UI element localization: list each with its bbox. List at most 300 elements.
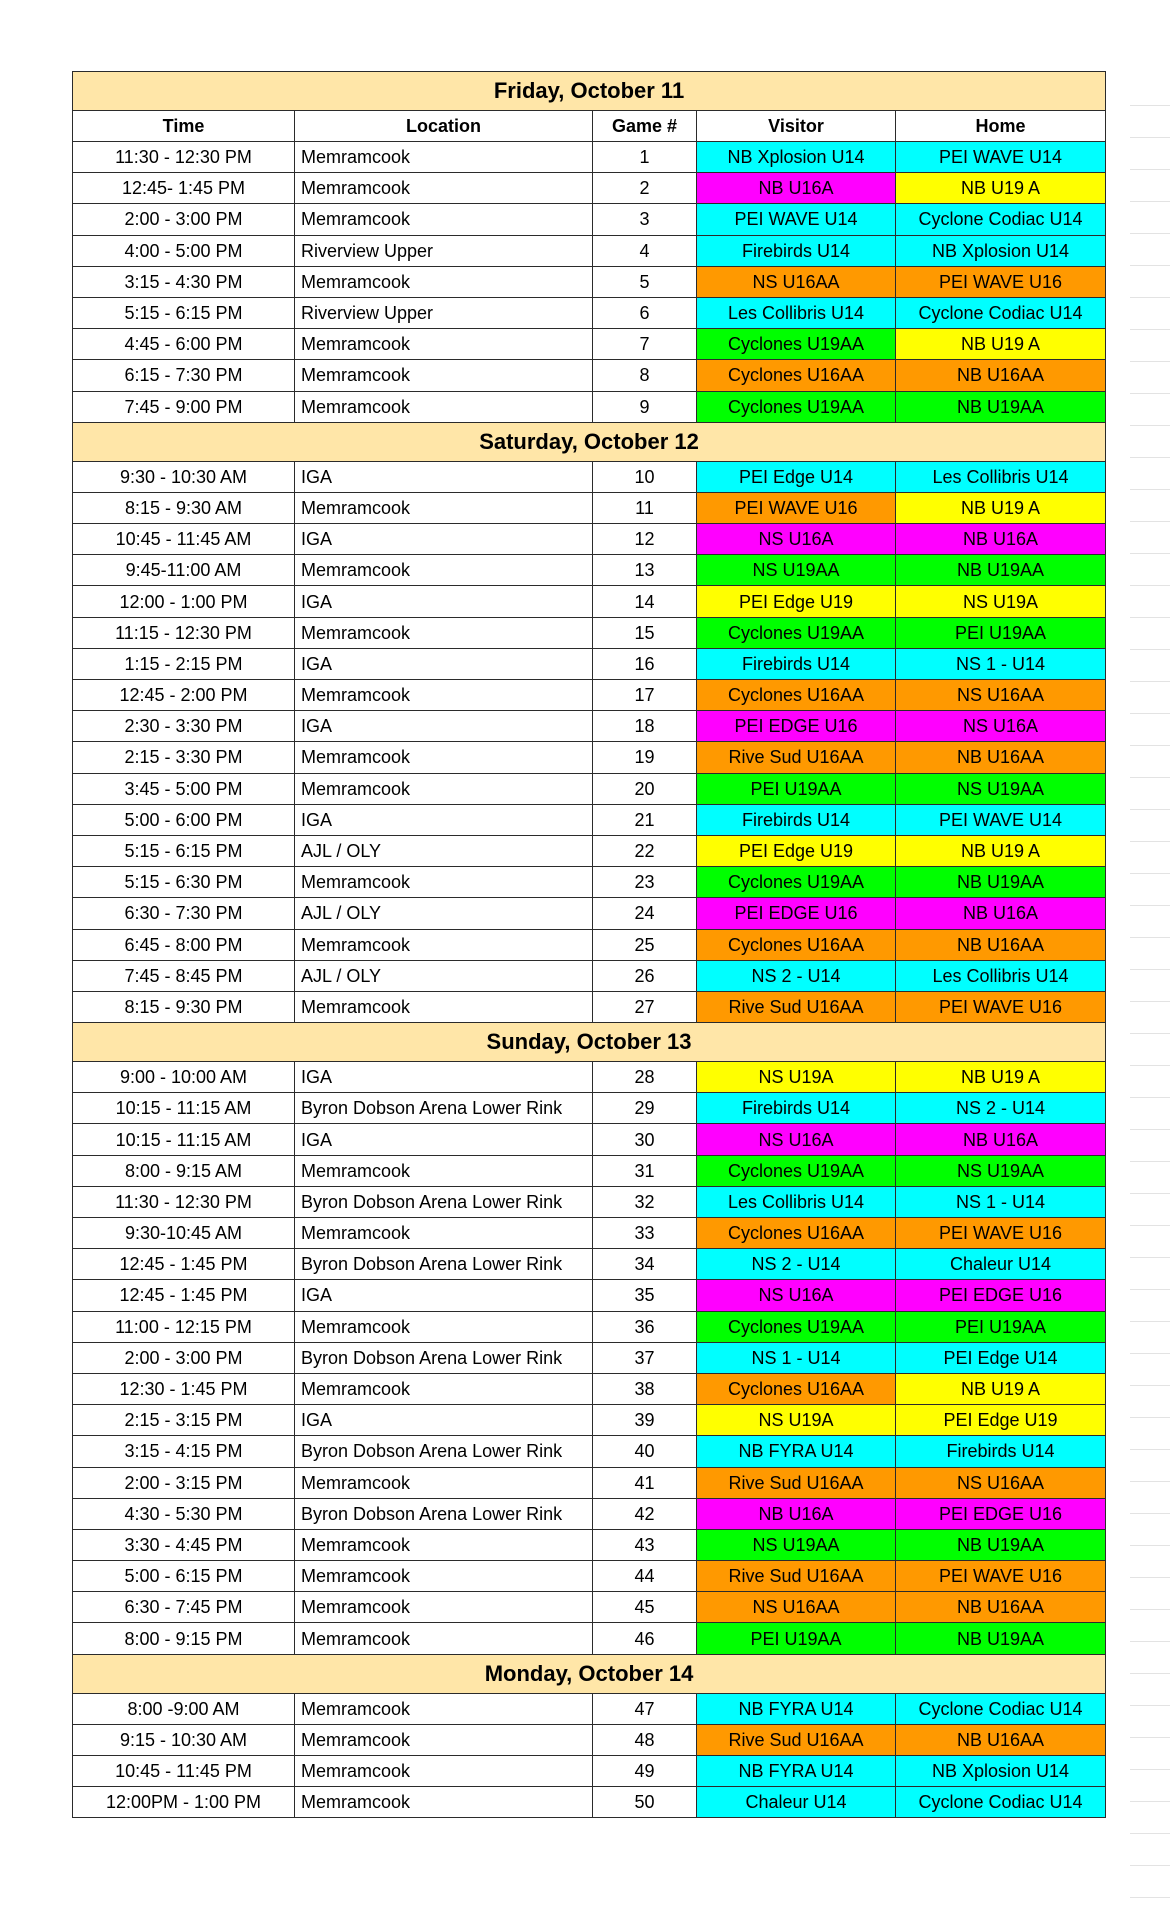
game-number: 46: [593, 1623, 697, 1654]
visitor-team: Rive Sud U16AA: [697, 1724, 896, 1755]
visitor-team: Firebirds U14: [697, 804, 896, 835]
game-row: [73, 555, 1106, 586]
game-row: [73, 297, 1106, 328]
game-time: 1:15 - 2:15 PM: [73, 648, 295, 679]
game-time: 3:15 - 4:15 PM: [73, 1436, 295, 1467]
home-team: PEI WAVE U14: [896, 142, 1106, 173]
column-header-row: [73, 111, 1106, 142]
game-row: [73, 960, 1106, 991]
game-time: 5:00 - 6:00 PM: [73, 804, 295, 835]
game-time: 12:45- 1:45 PM: [73, 173, 295, 204]
game-time: 12:00 - 1:00 PM: [73, 586, 295, 617]
game-location: Memramcook: [295, 1724, 593, 1755]
game-number: 47: [593, 1693, 697, 1724]
gridline: [1130, 1673, 1170, 1674]
game-location: Memramcook: [295, 1561, 593, 1592]
visitor-team: Les Collibris U14: [697, 1186, 896, 1217]
game-time: 2:15 - 3:15 PM: [73, 1405, 295, 1436]
gridline: [1130, 425, 1170, 426]
day-header-row: [73, 422, 1106, 461]
visitor-team: NB Xplosion U14: [697, 142, 896, 173]
game-location: Byron Dobson Arena Lower Rink: [295, 1436, 593, 1467]
visitor-team: NB FYRA U14: [697, 1693, 896, 1724]
game-location: Memramcook: [295, 1693, 593, 1724]
game-location: Memramcook: [295, 555, 593, 586]
game-location: Memramcook: [295, 1756, 593, 1787]
game-location: Memramcook: [295, 1529, 593, 1560]
game-time: 2:15 - 3:30 PM: [73, 742, 295, 773]
game-time: 9:00 - 10:00 AM: [73, 1062, 295, 1093]
day-header: Monday, October 14: [73, 1654, 1106, 1693]
game-time: 11:30 - 12:30 PM: [73, 1186, 295, 1217]
game-number: 33: [593, 1218, 697, 1249]
game-row: [73, 1186, 1106, 1217]
gridline: [1130, 233, 1170, 234]
home-team: Firebirds U14: [896, 1436, 1106, 1467]
game-number: 35: [593, 1280, 697, 1311]
game-row: [73, 360, 1106, 391]
game-row: [73, 1062, 1106, 1093]
game-row: [73, 1724, 1106, 1755]
gridline: [1130, 521, 1170, 522]
game-number: 19: [593, 742, 697, 773]
game-number: 28: [593, 1062, 697, 1093]
gridline: [1130, 1161, 1170, 1162]
game-row: [73, 1756, 1106, 1787]
visitor-team: PEI U19AA: [697, 773, 896, 804]
home-team: NS U19AA: [896, 1155, 1106, 1186]
game-location: Riverview Upper: [295, 235, 593, 266]
game-number: 12: [593, 524, 697, 555]
day-header-row: [73, 72, 1106, 111]
gridline: [1130, 457, 1170, 458]
game-time: 6:15 - 7:30 PM: [73, 360, 295, 391]
home-team: NB U19AA: [896, 1529, 1106, 1560]
home-team: NB U16A: [896, 898, 1106, 929]
game-number: 15: [593, 617, 697, 648]
game-row: [73, 1529, 1106, 1560]
game-row: [73, 1561, 1106, 1592]
game-row: [73, 1623, 1106, 1654]
column-header-time: Time: [73, 111, 295, 142]
game-time: 9:30-10:45 AM: [73, 1218, 295, 1249]
game-row: [73, 1124, 1106, 1155]
visitor-team: NS 1 - U14: [697, 1342, 896, 1373]
game-row: [73, 1218, 1106, 1249]
visitor-team: Rive Sud U16AA: [697, 991, 896, 1022]
column-header-location: Location: [295, 111, 593, 142]
day-header: Sunday, October 13: [73, 1023, 1106, 1062]
gridline: [1130, 1641, 1170, 1642]
game-row: [73, 773, 1106, 804]
game-location: Memramcook: [295, 204, 593, 235]
gridline: [1130, 1289, 1170, 1290]
spreadsheet-edge: [1130, 0, 1170, 1927]
day-header-row: [73, 1654, 1106, 1693]
home-team: PEI WAVE U16: [896, 1218, 1106, 1249]
gridline: [1130, 1257, 1170, 1258]
game-row: [73, 804, 1106, 835]
game-time: 11:15 - 12:30 PM: [73, 617, 295, 648]
game-row: [73, 524, 1106, 555]
visitor-team: NS 2 - U14: [697, 1249, 896, 1280]
visitor-team: Cyclones U19AA: [697, 1311, 896, 1342]
visitor-team: Cyclones U16AA: [697, 1373, 896, 1404]
visitor-team: NS U19A: [697, 1405, 896, 1436]
home-team: NB U19 A: [896, 492, 1106, 523]
game-time: 12:30 - 1:45 PM: [73, 1373, 295, 1404]
gridline: [1130, 809, 1170, 810]
game-number: 20: [593, 773, 697, 804]
game-number: 3: [593, 204, 697, 235]
game-number: 40: [593, 1436, 697, 1467]
game-location: Memramcook: [295, 1373, 593, 1404]
visitor-team: Cyclones U16AA: [697, 360, 896, 391]
gridline: [1130, 1513, 1170, 1514]
gridline: [1130, 1321, 1170, 1322]
game-location: IGA: [295, 586, 593, 617]
game-row: [73, 1498, 1106, 1529]
home-team: NS U19A: [896, 586, 1106, 617]
game-row: [73, 1693, 1106, 1724]
game-number: 2: [593, 173, 697, 204]
game-row: [73, 1093, 1106, 1124]
game-row: [73, 1405, 1106, 1436]
game-time: 5:15 - 6:15 PM: [73, 297, 295, 328]
game-location: Memramcook: [295, 1623, 593, 1654]
game-number: 1: [593, 142, 697, 173]
game-number: 39: [593, 1405, 697, 1436]
game-number: 42: [593, 1498, 697, 1529]
visitor-team: Cyclones U19AA: [697, 867, 896, 898]
visitor-team: NB U16A: [697, 173, 896, 204]
visitor-team: Chaleur U14: [697, 1787, 896, 1818]
game-location: Memramcook: [295, 360, 593, 391]
game-location: IGA: [295, 524, 593, 555]
game-time: 8:15 - 9:30 PM: [73, 991, 295, 1022]
game-time: 2:00 - 3:00 PM: [73, 1342, 295, 1373]
home-team: Cyclone Codiac U14: [896, 1787, 1106, 1818]
game-location: IGA: [295, 1062, 593, 1093]
home-team: NB Xplosion U14: [896, 235, 1106, 266]
game-row: [73, 1249, 1106, 1280]
game-location: Memramcook: [295, 1218, 593, 1249]
gridline: [1130, 777, 1170, 778]
visitor-team: Cyclones U19AA: [697, 1155, 896, 1186]
game-number: 26: [593, 960, 697, 991]
game-location: Memramcook: [295, 742, 593, 773]
game-number: 11: [593, 492, 697, 523]
home-team: NB U16A: [896, 1124, 1106, 1155]
home-team: NB U16AA: [896, 1592, 1106, 1623]
gridline: [1130, 489, 1170, 490]
game-number: 6: [593, 297, 697, 328]
visitor-team: NS U19A: [697, 1062, 896, 1093]
visitor-team: PEI Edge U19: [697, 835, 896, 866]
visitor-team: NS U16A: [697, 524, 896, 555]
home-team: NS U16AA: [896, 1467, 1106, 1498]
game-number: 44: [593, 1561, 697, 1592]
game-time: 8:00 -9:00 AM: [73, 1693, 295, 1724]
game-time: 3:45 - 5:00 PM: [73, 773, 295, 804]
game-number: 14: [593, 586, 697, 617]
game-row: [73, 492, 1106, 523]
game-row: [73, 898, 1106, 929]
game-number: 7: [593, 329, 697, 360]
home-team: PEI WAVE U16: [896, 1561, 1106, 1592]
visitor-team: Rive Sud U16AA: [697, 1561, 896, 1592]
game-time: 3:15 - 4:30 PM: [73, 266, 295, 297]
gridline: [1130, 1833, 1170, 1834]
game-time: 12:45 - 1:45 PM: [73, 1280, 295, 1311]
game-location: Riverview Upper: [295, 297, 593, 328]
visitor-team: Cyclones U16AA: [697, 929, 896, 960]
gridline: [1130, 1705, 1170, 1706]
home-team: NB U16A: [896, 524, 1106, 555]
game-location: Memramcook: [295, 1592, 593, 1623]
game-location: Memramcook: [295, 773, 593, 804]
game-number: 22: [593, 835, 697, 866]
game-row: [73, 461, 1106, 492]
column-header-visitor: Visitor: [697, 111, 896, 142]
game-number: 13: [593, 555, 697, 586]
gridline: [1130, 873, 1170, 874]
gridline: [1130, 137, 1170, 138]
home-team: NB Xplosion U14: [896, 1756, 1106, 1787]
day-header: Saturday, October 12: [73, 422, 1106, 461]
home-team: Cyclone Codiac U14: [896, 204, 1106, 235]
game-location: Memramcook: [295, 329, 593, 360]
game-location: AJL / OLY: [295, 960, 593, 991]
home-team: PEI WAVE U16: [896, 266, 1106, 297]
game-row: [73, 617, 1106, 648]
game-number: 34: [593, 1249, 697, 1280]
game-row: [73, 235, 1106, 266]
game-number: 4: [593, 235, 697, 266]
game-number: 27: [593, 991, 697, 1022]
gridline: [1130, 297, 1170, 298]
visitor-team: NS U16A: [697, 1124, 896, 1155]
game-row: [73, 1787, 1106, 1818]
game-time: 10:45 - 11:45 AM: [73, 524, 295, 555]
game-number: 31: [593, 1155, 697, 1186]
game-time: 4:30 - 5:30 PM: [73, 1498, 295, 1529]
game-number: 10: [593, 461, 697, 492]
gridline: [1130, 1449, 1170, 1450]
game-location: Memramcook: [295, 391, 593, 422]
game-number: 30: [593, 1124, 697, 1155]
game-location: IGA: [295, 1280, 593, 1311]
game-time: 3:30 - 4:45 PM: [73, 1529, 295, 1560]
game-location: IGA: [295, 1124, 593, 1155]
home-team: PEI WAVE U16: [896, 991, 1106, 1022]
home-team: NS U16A: [896, 711, 1106, 742]
game-time: 2:00 - 3:15 PM: [73, 1467, 295, 1498]
game-location: Byron Dobson Arena Lower Rink: [295, 1093, 593, 1124]
gridline: [1130, 1737, 1170, 1738]
game-time: 8:00 - 9:15 PM: [73, 1623, 295, 1654]
visitor-team: Les Collibris U14: [697, 297, 896, 328]
game-time: 8:15 - 9:30 AM: [73, 492, 295, 523]
visitor-team: PEI EDGE U16: [697, 898, 896, 929]
game-row: [73, 1467, 1106, 1498]
column-header-game: Game #: [593, 111, 697, 142]
game-location: IGA: [295, 711, 593, 742]
game-location: Memramcook: [295, 266, 593, 297]
game-location: Memramcook: [295, 991, 593, 1022]
game-time: 12:45 - 1:45 PM: [73, 1249, 295, 1280]
gridline: [1130, 1577, 1170, 1578]
gridline: [1130, 713, 1170, 714]
game-number: 37: [593, 1342, 697, 1373]
gridline: [1130, 1129, 1170, 1130]
game-row: [73, 266, 1106, 297]
game-time: 5:15 - 6:30 PM: [73, 867, 295, 898]
game-location: Memramcook: [295, 617, 593, 648]
game-number: 41: [593, 1467, 697, 1498]
gridline: [1130, 1065, 1170, 1066]
gridline: [1130, 1225, 1170, 1226]
visitor-team: Firebirds U14: [697, 1093, 896, 1124]
game-number: 17: [593, 680, 697, 711]
game-number: 16: [593, 648, 697, 679]
home-team: NB U19AA: [896, 1623, 1106, 1654]
home-team: NB U16AA: [896, 929, 1106, 960]
gridline: [1130, 105, 1170, 106]
game-row: [73, 711, 1106, 742]
gridline: [1130, 393, 1170, 394]
game-row: [73, 1155, 1106, 1186]
game-location: AJL / OLY: [295, 835, 593, 866]
gridline: [1130, 1193, 1170, 1194]
game-number: 9: [593, 391, 697, 422]
game-time: 10:45 - 11:45 PM: [73, 1756, 295, 1787]
home-team: Les Collibris U14: [896, 960, 1106, 991]
gridline: [1130, 169, 1170, 170]
gridline: [1130, 905, 1170, 906]
home-team: NB U19 A: [896, 173, 1106, 204]
home-team: NS 2 - U14: [896, 1093, 1106, 1124]
game-row: [73, 680, 1106, 711]
home-team: PEI U19AA: [896, 1311, 1106, 1342]
home-team: NB U19 A: [896, 329, 1106, 360]
game-time: 5:15 - 6:15 PM: [73, 835, 295, 866]
gridline: [1130, 553, 1170, 554]
game-number: 50: [593, 1787, 697, 1818]
game-time: 11:00 - 12:15 PM: [73, 1311, 295, 1342]
gridline: [1130, 265, 1170, 266]
game-row: [73, 1592, 1106, 1623]
visitor-team: NS U19AA: [697, 555, 896, 586]
game-location: Memramcook: [295, 680, 593, 711]
day-header-row: [73, 1023, 1106, 1062]
home-team: NB U16AA: [896, 742, 1106, 773]
home-team: PEI Edge U14: [896, 1342, 1106, 1373]
game-location: IGA: [295, 461, 593, 492]
game-location: Byron Dobson Arena Lower Rink: [295, 1249, 593, 1280]
gridline: [1130, 1865, 1170, 1866]
game-location: Memramcook: [295, 929, 593, 960]
gridline: [1130, 1033, 1170, 1034]
game-location: Memramcook: [295, 1467, 593, 1498]
visitor-team: Cyclones U16AA: [697, 680, 896, 711]
game-location: Byron Dobson Arena Lower Rink: [295, 1498, 593, 1529]
game-time: 11:30 - 12:30 PM: [73, 142, 295, 173]
home-team: NS 1 - U14: [896, 648, 1106, 679]
gridline: [1130, 329, 1170, 330]
game-time: 9:15 - 10:30 AM: [73, 1724, 295, 1755]
home-team: NB U16AA: [896, 1724, 1106, 1755]
game-time: 6:30 - 7:30 PM: [73, 898, 295, 929]
home-team: NB U16AA: [896, 360, 1106, 391]
game-location: Byron Dobson Arena Lower Rink: [295, 1342, 593, 1373]
gridline: [1130, 1801, 1170, 1802]
game-number: 49: [593, 1756, 697, 1787]
game-location: AJL / OLY: [295, 898, 593, 929]
visitor-team: NS U16AA: [697, 1592, 896, 1623]
game-number: 38: [593, 1373, 697, 1404]
game-row: [73, 648, 1106, 679]
visitor-team: NB FYRA U14: [697, 1436, 896, 1467]
home-team: PEI U19AA: [896, 617, 1106, 648]
visitor-team: PEI WAVE U14: [697, 204, 896, 235]
gridline: [1130, 1417, 1170, 1418]
home-team: PEI Edge U19: [896, 1405, 1106, 1436]
game-number: 8: [593, 360, 697, 391]
visitor-team: NB U16A: [697, 1498, 896, 1529]
game-number: 21: [593, 804, 697, 835]
gridline: [1130, 1481, 1170, 1482]
game-row: [73, 391, 1106, 422]
game-time: 5:00 - 6:15 PM: [73, 1561, 295, 1592]
gridline: [1130, 745, 1170, 746]
game-time: 8:00 - 9:15 AM: [73, 1155, 295, 1186]
home-team: Chaleur U14: [896, 1249, 1106, 1280]
gridline: [1130, 1545, 1170, 1546]
game-row: [73, 586, 1106, 617]
game-time: 2:00 - 3:00 PM: [73, 204, 295, 235]
game-location: Memramcook: [295, 1155, 593, 1186]
game-time: 9:45-11:00 AM: [73, 555, 295, 586]
day-header: Friday, October 11: [73, 72, 1106, 111]
game-time: 12:00PM - 1:00 PM: [73, 1787, 295, 1818]
home-team: Les Collibris U14: [896, 461, 1106, 492]
game-time: 4:00 - 5:00 PM: [73, 235, 295, 266]
home-team: NB U19 A: [896, 1062, 1106, 1093]
visitor-team: Firebirds U14: [697, 235, 896, 266]
home-team: NS U16AA: [896, 680, 1106, 711]
game-location: IGA: [295, 648, 593, 679]
game-row: [73, 991, 1106, 1022]
visitor-team: Rive Sud U16AA: [697, 742, 896, 773]
gridline: [1130, 1001, 1170, 1002]
game-location: IGA: [295, 1405, 593, 1436]
visitor-team: PEI Edge U19: [697, 586, 896, 617]
game-location: Byron Dobson Arena Lower Rink: [295, 1186, 593, 1217]
gridline: [1130, 649, 1170, 650]
gridline: [1130, 1609, 1170, 1610]
gridline: [1130, 1353, 1170, 1354]
game-time: 2:30 - 3:30 PM: [73, 711, 295, 742]
game-number: 43: [593, 1529, 697, 1560]
visitor-team: NS U16A: [697, 1280, 896, 1311]
game-row: [73, 742, 1106, 773]
game-number: 18: [593, 711, 697, 742]
game-row: [73, 929, 1106, 960]
home-team: Cyclone Codiac U14: [896, 1693, 1106, 1724]
gridline: [1130, 841, 1170, 842]
home-team: NB U19AA: [896, 555, 1106, 586]
